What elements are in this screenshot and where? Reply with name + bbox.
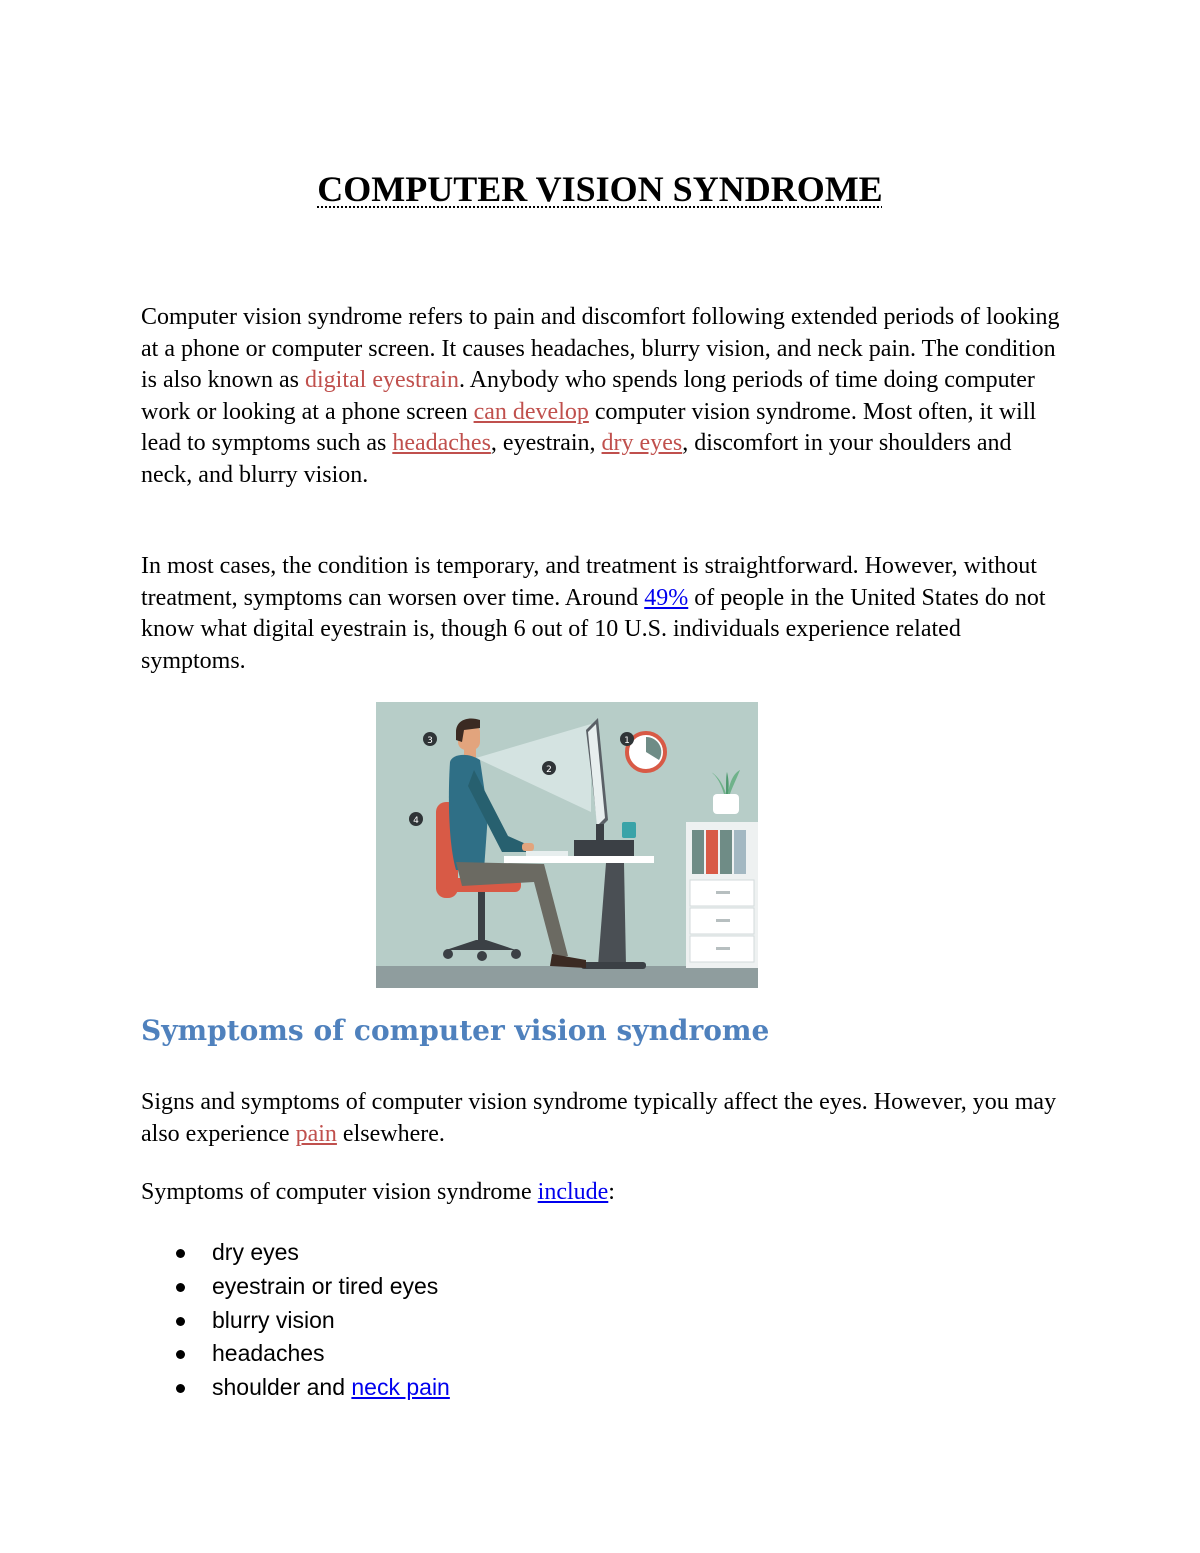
percent-49-link[interactable]: 49% [644, 584, 689, 611]
intro-paragraph: Computer vision syndrome refers to pain and discomfort following extended periods of looking at a phone or computer screen. It causes headaches, blurry vision, and neck pain. The condition is also known as digital eyestrain. Anybody who spends long periods of time doing computer work or looking at a phone screen can develop computer vision syndrome. Most often, it will lead to symptoms such as headaches, eyestrain, dry eyes, discomfort in your shoulders and neck, and blurry vision. [141, 304, 1060, 488]
bullet-icon [176, 1350, 185, 1359]
symptoms-list [141, 1236, 450, 1405]
marker-2 [542, 761, 556, 775]
marker-2-label: 2 [546, 765, 552, 775]
list-item: shoulder and neck pain [141, 1371, 450, 1405]
floor [376, 966, 758, 988]
signs-paragraph: Signs and symptoms of computer vision syndrome typically affect the eyes. However, you may also experience pain elsewhere. [141, 1089, 1057, 1147]
marker-1 [620, 732, 634, 746]
symptoms-intro: Symptoms of computer vision syndrome include: [141, 1179, 615, 1205]
marker-3 [423, 732, 437, 746]
digital-eyestrain-link[interactable]: digital eyestrain [305, 367, 459, 393]
marker-4 [409, 812, 423, 826]
bullet-icon [176, 1249, 185, 1258]
mug-icon [622, 822, 636, 838]
list-item: dry eyes [141, 1236, 450, 1270]
bullet-icon [176, 1384, 185, 1393]
neck-pain-link[interactable]: neck pain [351, 1374, 450, 1401]
keyboard-icon [526, 851, 568, 856]
marker-4-label: 4 [413, 816, 419, 826]
include-link[interactable]: include [537, 1179, 609, 1205]
bullet-icon [176, 1317, 185, 1326]
list-item: eyestrain or tired eyes [141, 1270, 450, 1304]
prevalence-paragraph: In most cases, the condition is temporary, and treatment is straightforward. However, without treatment, symptoms can worsen over time. Around 49% of people in the United States do not know what digital eyestrain is, though 6 out of 10 U.S. individuals experience related symptoms. [141, 553, 1046, 674]
symptoms-heading: Symptoms of computer vision syndrome [141, 1014, 770, 1047]
page-title: COMPUTER VISION SYNDROME [317, 169, 883, 209]
file-cabinet [686, 822, 758, 968]
dry-eyes-link[interactable]: dry eyes [601, 430, 683, 456]
headaches-link[interactable]: headaches [392, 430, 491, 456]
marker-1-label: 1 [624, 736, 630, 746]
bullet-icon [176, 1283, 185, 1292]
can-develop-link[interactable]: can develop [473, 398, 589, 425]
list-item: headaches [141, 1337, 450, 1371]
marker-3-label: 3 [427, 736, 433, 746]
pain-link[interactable]: pain [295, 1120, 337, 1147]
workstation-illustration [376, 702, 758, 988]
list-item: blurry vision [141, 1304, 450, 1338]
